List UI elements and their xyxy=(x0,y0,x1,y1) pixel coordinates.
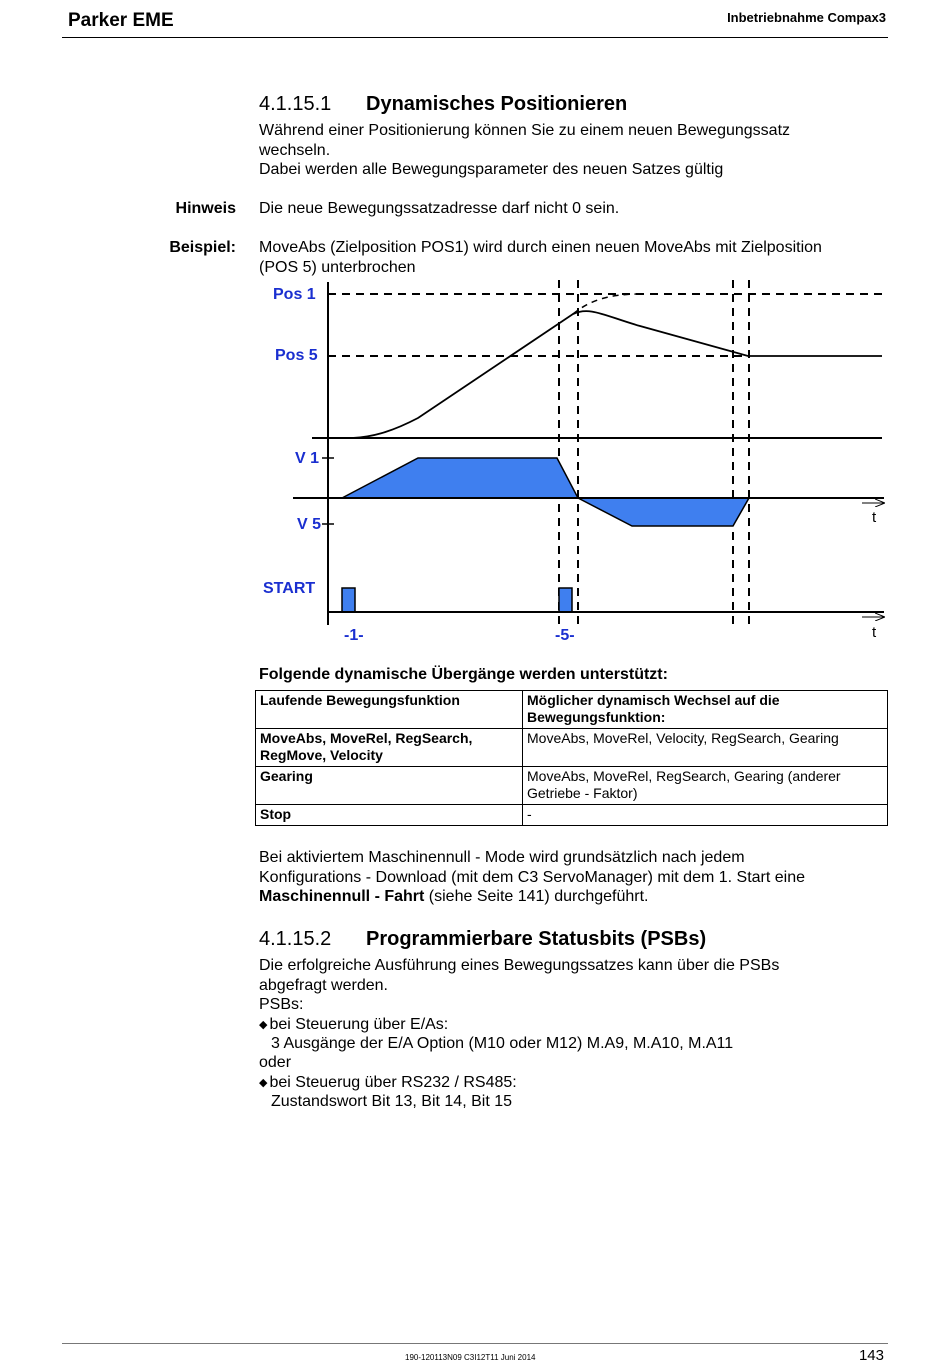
cell-line: MoveAbs, MoveRel, Velocity, RegSearch, Gearing xyxy=(527,730,839,746)
intro-line: wechseln. xyxy=(259,141,331,159)
label-pos5: Pos 5 xyxy=(275,347,318,364)
intro-line: abgefragt werden. xyxy=(259,976,388,994)
transitions-table xyxy=(255,690,888,826)
cell-line: MoveAbs, MoveRel, RegSearch, xyxy=(260,730,473,746)
table-header-row xyxy=(256,691,888,729)
diamond-bullet-icon: ◆ xyxy=(259,1019,268,1031)
label-pos1: Pos 1 xyxy=(273,286,316,303)
cell-line: RegMove, Velocity xyxy=(260,747,383,763)
header-brand: Parker EME xyxy=(68,10,174,31)
marker-5: -5- xyxy=(555,627,575,644)
example-line: MoveAbs (Zielposition POS1) wird durch einen neuen MoveAbs mit Zielposition xyxy=(259,239,822,256)
hint-text: Die neue Bewegungssatzadresse darf nicht 0 sein. xyxy=(259,200,620,217)
note-line: Konfigurations - Download (mit dem C3 ServoManager) mit dem 1. Start eine xyxy=(259,868,806,886)
transitions-heading: Folgende dynamische Übergänge werden unterstützt: xyxy=(259,666,668,683)
note-line: Bei aktiviertem Maschinennull - Mode wird grundsätzlich nach jedem xyxy=(259,849,745,866)
column-header-current: Laufende Bewegungsfunktion xyxy=(256,691,523,729)
axis-t-start: t xyxy=(872,624,877,641)
position-curve xyxy=(328,311,882,438)
bullet-text: bei Steuerung über E/As: xyxy=(269,1016,449,1033)
section-2-intro xyxy=(259,956,879,1015)
marker-1: -1- xyxy=(344,627,364,644)
table-cell-to: - xyxy=(523,805,888,826)
section-2-number: 4.1.15.2 xyxy=(259,928,332,950)
motion-diagram xyxy=(0,0,950,660)
section-1-title: Dynamisches Positionieren xyxy=(366,93,628,115)
bullet-detail: 3 Ausgänge der E/A Option (M10 oder M12) M.A9, M.A10, M.A11 xyxy=(271,1035,734,1052)
intro-line: Dabei werden alle Bewegungsparameter des neuen Satzes gültig xyxy=(259,161,724,178)
footer-doc-code: 190-120113N09 C3I12T11 Juni 2014 xyxy=(405,1353,536,1362)
example-label: Beispiel: xyxy=(169,239,236,256)
homing-note xyxy=(259,848,879,907)
header-line: Bewegungsfunktion: xyxy=(527,709,666,725)
label-v5: V 5 xyxy=(297,516,322,533)
label-start: START xyxy=(263,580,316,597)
section-2-title: Programmierbare Statusbits (PSBs) xyxy=(366,928,707,950)
table-row xyxy=(256,805,888,826)
label-v1: V 1 xyxy=(295,450,320,467)
start-pulse-1 xyxy=(342,588,355,612)
section-1-number: 4.1.15.1 xyxy=(259,93,332,115)
table-cell-to xyxy=(523,729,888,767)
column-header-possible xyxy=(523,691,888,729)
hint-label: Hinweis xyxy=(175,200,236,217)
table-cell-from: Gearing xyxy=(256,767,523,805)
intro-line: Während einer Positionierung können Sie zu einem neuen Bewegungssatz xyxy=(259,122,791,139)
bullet-detail: Zustandswort Bit 13, Bit 14, Bit 15 xyxy=(271,1093,513,1110)
or-text: oder xyxy=(259,1054,292,1071)
velocity-profile-negative xyxy=(578,498,749,526)
table-cell-from xyxy=(256,729,523,767)
table-row xyxy=(256,767,888,805)
header-doc-title: Inbetriebnahme Compax3 xyxy=(727,10,886,25)
header-line: Möglicher dynamisch Wechsel auf die xyxy=(527,692,780,708)
start-pulse-5 xyxy=(559,588,572,612)
homing-cross-reference[interactable]: Maschinennull - Fahrt xyxy=(259,888,425,905)
footer-divider xyxy=(62,1343,888,1344)
example-line: (POS 5) unterbrochen xyxy=(259,258,416,276)
bullet-text: bei Steuerug über RS232 / RS485: xyxy=(269,1074,517,1091)
velocity-profile-positive xyxy=(342,458,578,498)
table-cell-to xyxy=(523,767,888,805)
note-line-rest: (siehe Seite 141) durchgeführt. xyxy=(424,888,649,905)
page-number: 143 xyxy=(858,1347,884,1364)
cell-line: MoveAbs, MoveRel, RegSearch, Gearing (anderer xyxy=(527,768,841,784)
cell-line: Getriebe - Faktor) xyxy=(527,785,638,801)
note-line xyxy=(259,887,879,907)
intro-line: PSBs: xyxy=(259,996,304,1013)
table-row xyxy=(256,729,888,767)
diamond-bullet-icon: ◆ xyxy=(259,1077,268,1089)
intro-line: Die erfolgreiche Ausführung eines Bewegungssatzes kann über die PSBs xyxy=(259,957,780,974)
axis-t-velocity: t xyxy=(872,509,877,526)
section-2-heading xyxy=(259,928,706,951)
table-cell-from: Stop xyxy=(256,805,523,826)
